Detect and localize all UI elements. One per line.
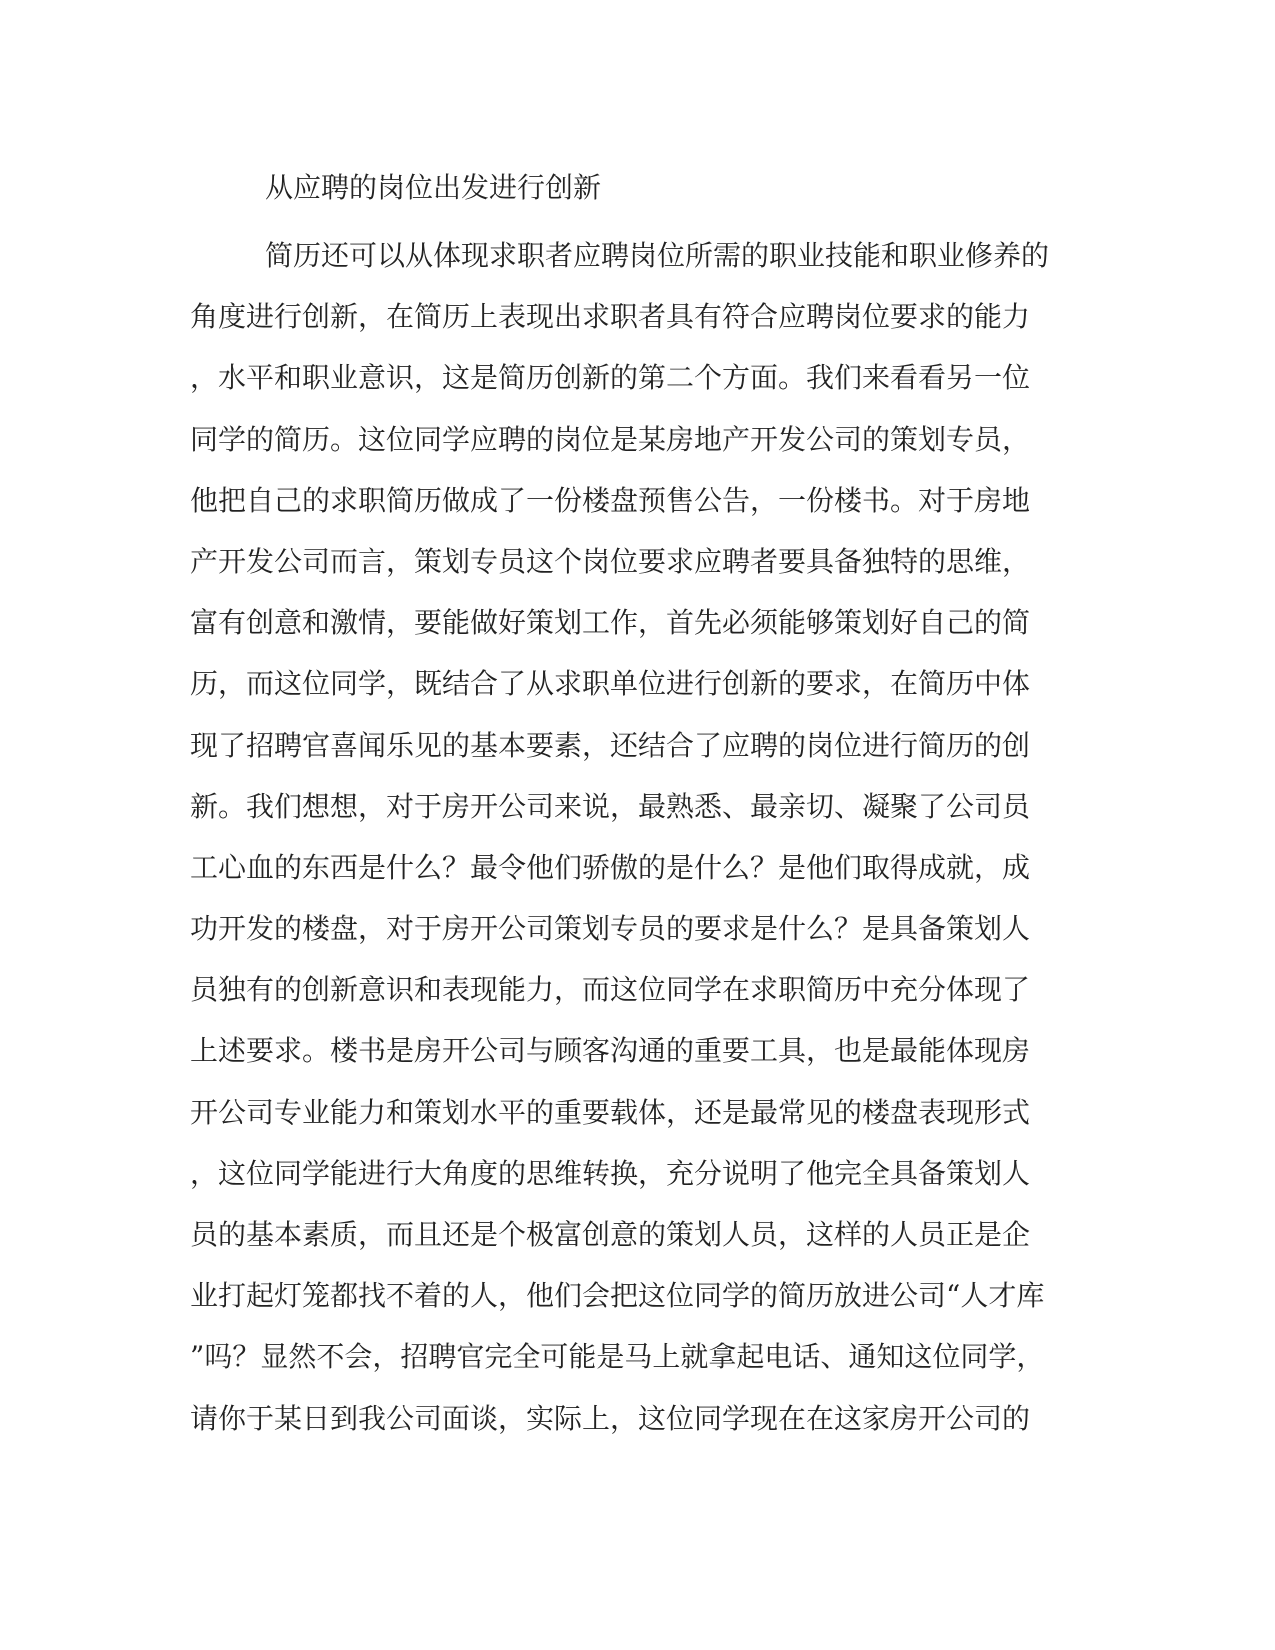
paragraph-line: 员独有的创新意识和表现能力，而这位同学在求职简历中充分体现了 <box>190 973 1031 1007</box>
paragraph-line: 员的基本素质，而且还是个极富创意的策划人员，这样的人员正是企 <box>190 1218 1031 1251</box>
paragraph-line: 上述要求。楼书是房开公司与顾客沟通的重要工具，也是最能体现房 <box>190 1034 1031 1068</box>
paragraph-line: 新。我们想想，对于房开公司来说，最熟悉、最亲切、凝聚了公司员 <box>190 789 1031 823</box>
paragraph-line: ”吗？显然不会，招聘官完全可能是马上就拿起电话、通知这位同学， <box>190 1340 1045 1374</box>
paragraph-line: 工心血的东西是什么？最令他们骄傲的是什么？是他们取得成就，成 <box>190 850 1031 884</box>
paragraph-line: 功开发的楼盘，对于房开公司策划专员的要求是什么？是具备策划人 <box>190 912 1031 946</box>
paragraph-line: 角度进行创新，在简历上表现出求职者具有符合应聘岗位要求的能力 <box>190 300 1031 334</box>
section-heading: 从应聘的岗位出发进行创新 <box>265 171 602 204</box>
paragraph-line: 产开发公司而言，策划专员这个岗位要求应聘者要具备独特的思维， <box>190 544 1031 578</box>
paragraph-line: 富有创意和激情，要能做好策划工作，首先必须能够策划好自己的简 <box>190 606 1031 640</box>
paragraph-line: 同学的简历。这位同学应聘的岗位是某房地产开发公司的策划专员， <box>190 422 1031 456</box>
paragraph-line: 请你于某日到我公司面谈，实际上，这位同学现在在这家房开公司的 <box>190 1401 1031 1435</box>
paragraph-line: 他把自己的求职简历做成了一份楼盘预售公告，一份楼书。对于房地 <box>190 483 1031 517</box>
paragraph-line: 历，而这位同学，既结合了从求职单位进行创新的要求，在简历中体 <box>190 667 1031 701</box>
paragraph-line: 现了招聘官喜闻乐见的基本要素，还结合了应聘的岗位进行简历的创 <box>190 728 1031 762</box>
body-paragraph <box>190 225 1070 1449</box>
paragraph-line: 业打起灯笼都找不着的人，他们会把这位同学的简历放进公司“人才库 <box>190 1279 1045 1313</box>
paragraph-line: ，水平和职业意识，这是简历创新的第二个方面。我们来看看另一位 <box>190 361 1031 395</box>
paragraph-line: 开公司专业能力和策划水平的重要载体，还是最常见的楼盘表现形式 <box>190 1095 1031 1129</box>
paragraph-line: 简历还可以从体现求职者应聘岗位所需的职业技能和职业修养的 <box>265 239 1050 272</box>
paragraph-line: ，这位同学能进行大角度的思维转换，充分说明了他完全具备策划人 <box>190 1156 1031 1190</box>
